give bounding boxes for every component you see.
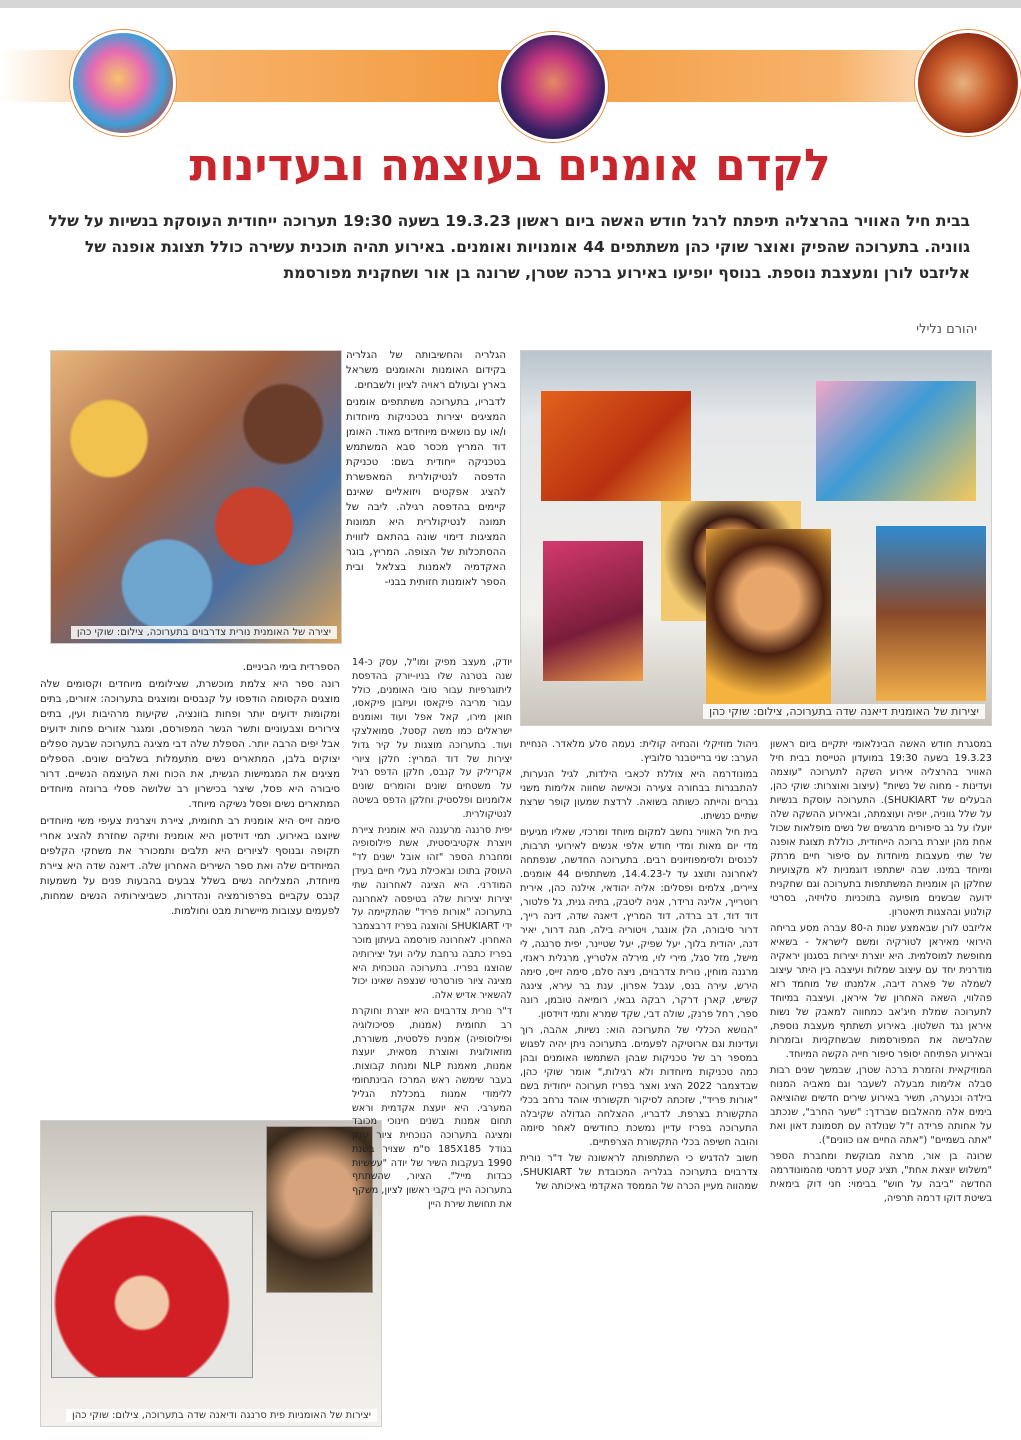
gallery-photo: [520, 350, 992, 726]
byline: יהורם נלילי: [916, 322, 977, 337]
paragraph: יפית סרנגה מרעננה היא אומנית ציירת ויוצרת אקטיביסטית, אשת פילוסופיה ומחברת הספר "זהו אובל ישנים לד" העוסק בתוכו ובאכילת בעלי חיים בעידן המודרני. היא הציגה לאחרונה שתי יצירות יצירות שלה בטיפסה לאחרונה בתערוכה "אורות פריד" שהתקיימה על ידי SHUKIART והוצגה בפריז דרבצמבר האחרון. לאחרונה פורסמה בעיתון מוכר בפריז כתבה נרחבת עליה ועל יצירותיה שהוצגו בפריז. בתערוכה הנוכחית היא מציגה ציור פורטרטי שנצפה שאינו יכול להשאיר אדיש אלה.: [352, 824, 512, 1002]
paragraph: ד"ר נורית צדרבוים היא יוצרת וחוקרת רב תחומית (אמנות, פסיכולוגיה ופילוסופיה) אמנית פלסטית, משוררת, מוזאולוגית ואוצרת מסאית, יועצת אמנות, מאמנת NLP ומנחת קבוצות. בעבר שימשה ראש המרכז הבינתחומי ללימודי אמנות במכללת הגליל המערבי. היא יועצת אקדמית וראש תחום אמנות בשנים חינוכי מכובד ומציגה בתערוכה הנוכחית ציור ענק בגודל 185X185 ס"מ שצויר בשנת 1990 בעקבות השיר של יודה "עששיות כבדות מייל". הציור, שהשתתף בתערוכה היין ביקבי ראשון לציון, משקף את תחושת שירת היין: [352, 1005, 512, 1211]
paragraph: יודק, מעצב מפיק ומו"ל, עסק כ-14 שנה בטרנה שלו בניו-יורק בהדפסת ליתוגרפיות עבור טובי האומנים, כולל עבור מריבה פיקאסו ועיזבון פיקאסו, חואן מירו, קאל אפל ועוד ואומנים ישראלים כמו משה קסטל, סמואלצקי ועוד. בתערוכה מוצגות על קיר גדול יצירות של דוד המריץ: חלקן ציורי אקריליק על קנבס, חלקן הדפס רגיל על משטחים שונים והומרים שונים אלומניום ופלסטיק וחלקן הדפס בשיטה לנטיקולרית.: [352, 657, 512, 820]
painting-butterfly-woman: [876, 526, 986, 701]
paragraph: במונודרמה היא צוללת לכאבי הילדות, לגיל הנערות, להתבגרות בבחורה צעירה וכאישה שחווה אלימות משני גברים והייתה כשותה בשואה. לרדצת שמעון קופר שרצת שתיים כנשיתו.: [520, 769, 758, 822]
paragraph: "הנושא הכללי של התערוכה הוא: נשיות, אהבה, רוך ועדינות וגם ארוטיקה לפעמים. בתערוכה ניתן יהיה לפגוש במספר רב של טכניקות שבהן השתמשו האומנים ובהן כמה טכניקות מיוחדות ולא רגילות," אומר שוקי כהן, שבדצמבר 2022 הציג ואצר בפריז תערוכה ייחודית בשם "אורות פריד", שזכתה לסיקור תקשורתי אוהד נרחב בכלי התקשורת בצרפת. לדבריו, ההצלחה הגדולה שקיבלה התערוכה בפריז עדיין נמשכת כחודשים לאחר סיומה והובה חשיפה בכלי התקשורת הצרפתיים.: [520, 1025, 758, 1148]
paragraph: בית חיל האוויר נחשב למקום מיוחד ומרכזי, שאליו מגיעים מדי יום מאות ומדי חודש אלפי אנשים לאירועי תרבות, לכנסים ולסימפוזיונים רבים. בתערוכה החדשה, שנפתחה לאחרונה ותוצג עד ל-14.4.23, משתתפים 44 אומנים. ציירים, צלמים ופסלים: אליה יהודאי, אילנה כהן, אירית רוטרייך, אלינה נרידר, אניה ליטבק, בתיה גנית, גל פלטור, דוד דוד, דב ברדה, דוד המריץ, דיאנה שדה, דינה רייך, דרור סיבורה, הלן אונגר, ויטוריה בילה, חגה דרור, יאיר דנה, יהודית בלוך, יעל שפיק, יעל שטיינר, יפית סרנגה, לי מישל, מזל סגל, מירי לוי, מירלה אלטריץ, מרגלית ראנזי, מרגנה מוחין, נורית צדרבוים, ניצה סלם, סימה זייס, סימה הירש, עירה בנס, עגבל אפרון, ענת בר עירא, צינגה קשיש, קארן דרקר, רבקה גבאי, רומיאה טובמן, רונה ספר, רחל פרנק, שולה דבי, שקד שמרא ותמי דוידסון.: [520, 827, 758, 1020]
collage-photo-caption: יצירה של האומנית נורית צדרבוים בתערוכה, צילום: שוקי כהן: [71, 626, 337, 639]
red-hat-photo-caption: יצירות של האומניות פית סרנגה ודיאנה שדה בתערוכה, צילום: שוקי כהן: [66, 1409, 377, 1422]
paragraph: ניהול מוזיקלי והנחיה קולית: נעמה סלע מלאדר. הנחיית הערב: שני ברייטבנר סלוביץ.: [520, 739, 758, 764]
collage-photo: [50, 350, 342, 644]
red-hat-photo: [40, 1120, 382, 1427]
painting-smiling-woman: [706, 529, 831, 704]
painting-orange-woman: [541, 391, 691, 501]
paragraph: במסגרת חודש האשה הבינלאומי יתקיים ביום ראשון 19.3.23 בשעה 19:30 במועדון הטייסת בבית חיל האוויר בהרצליה אירוע השקה לתערוכה "עוצמה ועדינות - מחוה של נשיות" (עיצוב ואוצרות: שוקי כהן, הבעלים של SHUKIART). התערוכה עוסקת בנשיות על שלל גווניה, יופיה ועוצמתה, ובאירוע ההשקה שלה יועלו על גב סיפורים מרגשים של נשים מופלאות שכול אחת מהן יוצרת ברוכה הייחודית, כוללת תצוגת אופנה של שתי מעצבות מיוחדות עם סיפור חיים מרתק ומיוחד במינו. שבה ישתתפו דוגמניות לא מקצועיות שחלקן הן אומניות המשתתפות בתערוכה וגם שחקנית ידועה שבשנים מופיעה בתוכניות טלויזיה, בסרטי קולנוע ובהצגות תיאטרון.: [770, 739, 993, 918]
column-right: [770, 738, 992, 1208]
paragraph: שרונה בן אור, מרצה מבוקשת ומחברת הספר "משלוש יוצאת אחת", תציג קטע דרמטי מהמונודרמה החדשה "ביבה על חוש" בבימוי: חני דוק בימאית בשיטת דוקו דרמה תרפיה,: [770, 1151, 992, 1204]
painting-blue-woman: [816, 381, 976, 501]
paragraph: רונה ספר היא צלמת מוכשרת, שצילומים מיוחדים וקסומים שלה מוצגים הקסומה הודפסו על קנבסים ומוצגים בתערוכה: אזורים, בתים ומקומות ידועים יותר ופחות בוונציה, שקיעות מרהיבות ועין, בתים צירורים וצבעוניים ותשר הגשר המפורסם, ומגגר אזורים פחות ידועים אבל יפים הרבה יותר. הספלת שלה דבי מציגה בתערוכה שבעה ספלים יצוקים בלבן, המתארים נשים מתעמלות בשלבים שונים. הספלים מציגים את המגמישות הגשית, את הכוח ואת העוצמה הנשיים. דרור סיבורה היא פסל, שיצר בכישרון רב שלושה פסלי ברונזה מיוחדים המתארים נשים ופסל נשיקה מיוחד.: [40, 679, 340, 810]
gallery-photo-caption: יצירות של האומנית דיאנה שדה בתערוכה, צילום: שוקי כהן: [703, 704, 985, 719]
top-bar: [0, 0, 1021, 8]
painting-red-hat-woman: [51, 1211, 253, 1378]
paragraph: חשוב להדגיש כי השתתפותה לראשונה של ד"ר נורית צדרבוים בתערוכה בגלריה המכובדת של SHUKIART, שמהווה מעיין הכרה של הממסד האקדמי באיכותה של: [520, 1153, 758, 1192]
column-center: [352, 656, 512, 1214]
column-left-middle: [40, 660, 340, 921]
paragraph: סימה זייס היא אומנית רב תחומית, ציירת ויצרנית צעיפי משי מיוחדים שיוצגו באירוע. תמי דוידסון היא אומנית ותיקה שחזרת להציג אחרי תקופה ובנוסף לציורים היא תלבים ותמכורר את משחקי הקלפים המיוחדים שלה ואת ספר השירים האחרון שלה. דיאנה שדה היא ציירת מיוחדת, המצליחה נשים בשלל צבעים בהבעות פנים על משמעות קנבס עקביים בפרפורמציה ונהדרות, כשביצירותיה הנשים שמחות, לפעמים עצובות מיישרות מבט וחולמות.: [40, 816, 340, 917]
paragraph: אליזבט לורן שבאמצע שנות ה-80 עברה מסע בריחה הירואי מאיראן לטורקיה ומשם לישראל - בשאיא מחופשת למוסלמית. היא יוצרת יצירות בסגנון יראקיה מודרנית יחד עם עיצוב שמלות ועיצבה בין היתר עיצוב לשמלה של פארה דיבה, אלמנתו של מוחמד רזא פהלווי, השאה האחרון של איראן, ועיצבה במיוחד לתערוכה שמלת חיג'אב כמחווה למאבק של נשות איראן נגד השלטון. באירוע תשתתף מעצבת נוספת, שהלבישה את המפורסמות שבשחקניות ובזמרות ובאירוע הפתיחה יסופר סיפור חייה הקשה המיוחד.: [770, 923, 992, 1060]
column-mid-right: [520, 738, 758, 1196]
paragraph: לדבריו, בתערוכה משתתפים אומנים המציגים יצירות בטכניקות מיוחדות ו/או עם נושאים מיוחדים מאוד. האומן דוד המריץ מכסר סבא המשתמש בטכניקה ייחודית בשם: טכניקת הדפסה לנטיקולרית המאפשרת להציג אפקטים ויזואליים שאינם קיימים בהדפסה רגילה. ליבה של תמונה לנטיקולרית היא תמונות המציגות דימוי שונה בהתאם לזווית ההסתכלות של הצופה. המריץ, בוגר האקדמיה לאמנות בצלאל ובית הספר לאומנות חזותית בבני-: [346, 397, 506, 588]
paragraph: הגלריה והחשיבותה של הגלריה בקידום האומנות והאומנים משראל בארץ ובעולם ראויה לציון ולשבחים.: [346, 350, 506, 391]
portrait-circle-center: [498, 32, 608, 142]
paragraph: המוזיקאית והזמרת ברכה שטרן, שבמשך שנים רבות סבלה אלימות מבעלה לשעבר וגם מאביה המנוח בילדה וכנערה, תשיר באירוע שירים חדשים שהוציאה בימים אלה מהאלבום שברדך: "שער החרב", שנכתב על אחותה פרידה ז"ל שנולדה עם תסמונת דאון ואת "אתה בשמיים" ("אתה החיים אנו כוונים").: [770, 1065, 992, 1146]
column-narrow-top: [346, 348, 506, 592]
paragraph: הספרדית בימי הביניים.: [242, 662, 340, 673]
painting-pink-woman: [543, 541, 643, 681]
lead-paragraph: בבית חיל האוויר בהרצליה תיפתח לרגל חודש האשה ביום ראשון 19.3.23 בשעה 19:30 תערוכה ייחודית העוסקת בנשיות על שלל גווניה. בתערוכה שהפיק ואוצר שוקי כהן משתתפים 44 אומנויות ואומנים. באירוע תהיה תוכנית עשירה כולל תצוגת אופנה של אליזבט לורן ומעצבת נוספת. בנוסף יופיעו באירוע ברכה שטרן, שרונה בן אור ושחקנית מפורסמת: [48, 212, 970, 282]
portrait-circle-right: [915, 30, 1021, 136]
portrait-circle-left: [70, 30, 176, 136]
page-title: לקדם אומנים בעוצמה ובעדינות: [189, 140, 831, 191]
